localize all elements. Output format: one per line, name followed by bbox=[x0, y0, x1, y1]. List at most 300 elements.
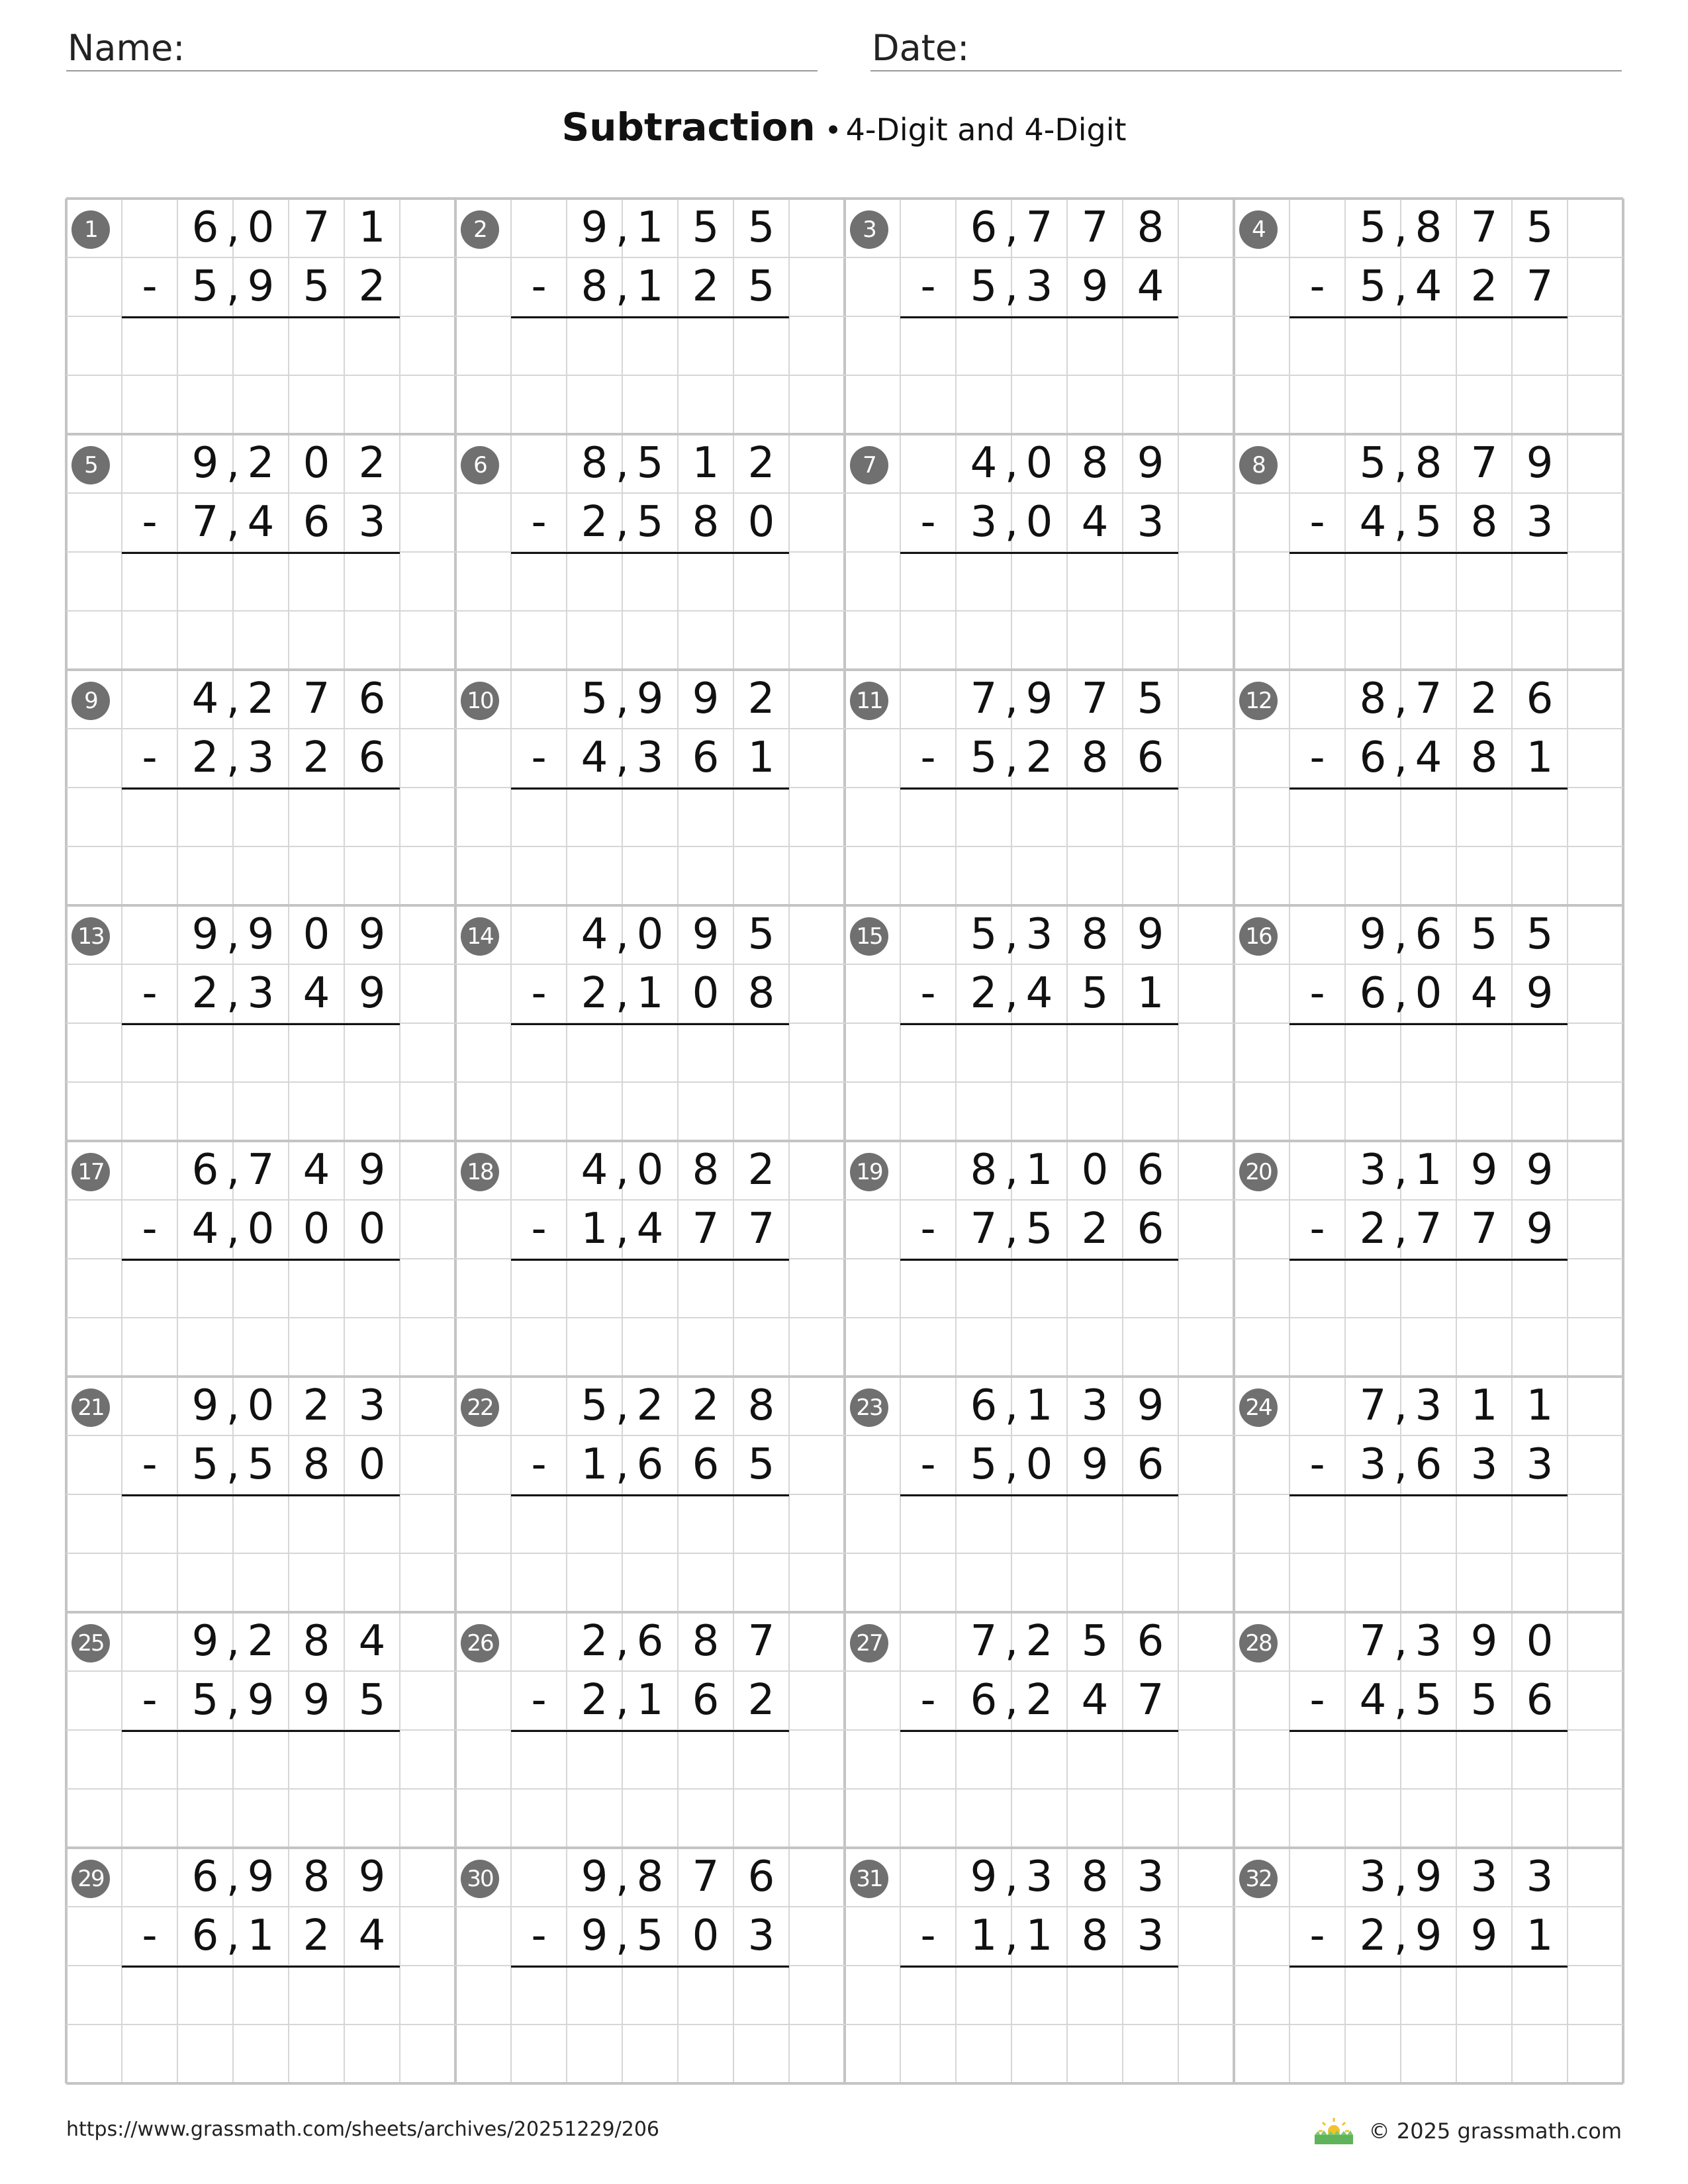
subtrahend-digit: 0 bbox=[358, 1440, 386, 1489]
problem-11 bbox=[845, 670, 1234, 905]
subtrahend-digit: 0 bbox=[1415, 969, 1442, 1018]
minuend-digit: 8 bbox=[1081, 439, 1109, 488]
subtrahend-digit: 0 bbox=[303, 1205, 330, 1253]
minuend-digit: 9 bbox=[1359, 910, 1387, 959]
subtrahend-digit: 0 bbox=[358, 1205, 386, 1253]
subtrahend-digit: 3 bbox=[1526, 1440, 1554, 1489]
subtrahend-comma: , bbox=[1004, 262, 1019, 311]
minuend-digit: 1 bbox=[1526, 1381, 1554, 1430]
minus-sign: - bbox=[1309, 969, 1325, 1018]
answer-line bbox=[1289, 1494, 1568, 1496]
subtrahend-digit: 4 bbox=[1415, 733, 1442, 782]
minuend-digit: 8 bbox=[581, 439, 608, 488]
subtrahend-digit: 8 bbox=[581, 262, 608, 311]
subtrahend-comma: , bbox=[226, 1440, 240, 1489]
problem-number-badge: 5 bbox=[71, 446, 110, 484]
minuend-digit: 1 bbox=[1470, 1381, 1498, 1430]
minuend-digit: 5 bbox=[1526, 910, 1554, 959]
minuend-digit: 2 bbox=[247, 1617, 275, 1666]
minuend-digit: 0 bbox=[1526, 1617, 1554, 1666]
answer-line bbox=[511, 1730, 789, 1732]
problem-number-badge: 13 bbox=[71, 917, 110, 956]
subtrahend-comma: , bbox=[1004, 733, 1019, 782]
minuend-digit: 6 bbox=[747, 1852, 775, 1901]
subtrahend-digit: 4 bbox=[303, 969, 330, 1018]
minuend-comma: , bbox=[226, 1381, 240, 1430]
answer-line bbox=[511, 1023, 789, 1025]
minus-sign: - bbox=[531, 262, 547, 311]
minuend-comma: , bbox=[1004, 439, 1019, 488]
problem-number-badge: 7 bbox=[850, 446, 888, 484]
subtrahend-digit: 0 bbox=[1025, 498, 1053, 547]
answer-line bbox=[511, 1494, 789, 1496]
subtrahend-digit: 6 bbox=[1415, 1440, 1442, 1489]
minus-sign: - bbox=[1309, 1676, 1325, 1725]
subtrahend-digit: 2 bbox=[747, 1676, 775, 1725]
subtrahend-digit: 6 bbox=[1137, 733, 1164, 782]
problem-9 bbox=[66, 670, 455, 905]
subtrahend-comma: , bbox=[615, 1911, 630, 1960]
problem-number-badge: 21 bbox=[71, 1388, 110, 1427]
subtrahend-digit: 8 bbox=[747, 969, 775, 1018]
problem-number-badge: 16 bbox=[1239, 917, 1278, 956]
subtrahend-digit: 0 bbox=[1025, 1440, 1053, 1489]
minuend-digit: 4 bbox=[581, 1146, 608, 1195]
minus-sign: - bbox=[142, 1205, 158, 1253]
minus-sign: - bbox=[531, 733, 547, 782]
minuend-digit: 6 bbox=[1526, 674, 1554, 723]
minuend-digit: 9 bbox=[1137, 439, 1164, 488]
answer-line bbox=[900, 316, 1178, 318]
subtrahend-digit: 5 bbox=[1081, 969, 1109, 1018]
subtrahend-digit: 2 bbox=[581, 969, 608, 1018]
subtrahend-digit: 2 bbox=[191, 733, 219, 782]
answer-line bbox=[1289, 1966, 1568, 1968]
subtrahend-digit: 3 bbox=[636, 733, 664, 782]
subtrahend-comma: , bbox=[226, 733, 240, 782]
minuend-comma: , bbox=[615, 1617, 630, 1666]
subtrahend-digit: 9 bbox=[1081, 1440, 1109, 1489]
problem-number-badge: 27 bbox=[850, 1624, 888, 1662]
minuend-digit: 8 bbox=[1415, 439, 1442, 488]
subtrahend-digit: 5 bbox=[636, 498, 664, 547]
minuend-digit: 9 bbox=[1526, 1146, 1554, 1195]
minus-sign: - bbox=[920, 1676, 936, 1725]
minuend-digit: 1 bbox=[358, 203, 386, 252]
minuend-digit: 8 bbox=[1081, 1852, 1109, 1901]
minus-sign: - bbox=[1309, 1911, 1325, 1960]
problem-8 bbox=[1234, 434, 1623, 670]
answer-line bbox=[511, 552, 789, 554]
minuend-digit: 2 bbox=[303, 1381, 330, 1430]
minuend-digit: 0 bbox=[636, 1146, 664, 1195]
minuend-digit: 7 bbox=[970, 674, 998, 723]
minuend-digit: 8 bbox=[692, 1617, 720, 1666]
minuend-digit: 9 bbox=[1470, 1146, 1498, 1195]
subtrahend-digit: 2 bbox=[1470, 262, 1498, 311]
subtrahend-digit: 4 bbox=[358, 1911, 386, 1960]
subtrahend-digit: 4 bbox=[1137, 262, 1164, 311]
subtrahend-digit: 2 bbox=[303, 733, 330, 782]
title-main: Subtraction bbox=[561, 105, 816, 150]
minuend-digit: 9 bbox=[1025, 674, 1053, 723]
minuend-digit: 9 bbox=[1470, 1617, 1498, 1666]
problem-number-badge: 29 bbox=[71, 1860, 110, 1898]
minuend-digit: 6 bbox=[191, 203, 219, 252]
minuend-digit: 1 bbox=[1025, 1381, 1053, 1430]
minuend-comma: , bbox=[226, 1146, 240, 1195]
minus-sign: - bbox=[142, 498, 158, 547]
minuend-digit: 5 bbox=[636, 439, 664, 488]
minuend-digit: 8 bbox=[303, 1852, 330, 1901]
minuend-digit: 9 bbox=[191, 439, 219, 488]
subtrahend-digit: 3 bbox=[247, 969, 275, 1018]
minuend-digit: 4 bbox=[191, 674, 219, 723]
subtrahend-comma: , bbox=[1004, 1676, 1019, 1725]
minuend-digit: 9 bbox=[358, 1852, 386, 1901]
title-separator: • bbox=[824, 114, 842, 148]
answer-line bbox=[900, 1494, 1178, 1496]
minuend-digit: 8 bbox=[1137, 203, 1164, 252]
minuend-comma: , bbox=[1004, 203, 1019, 252]
subtrahend-comma: , bbox=[615, 969, 630, 1018]
problem-22 bbox=[455, 1377, 845, 1612]
subtrahend-digit: 3 bbox=[1470, 1440, 1498, 1489]
subtrahend-digit: 2 bbox=[1359, 1911, 1387, 1960]
minuend-digit: 9 bbox=[692, 910, 720, 959]
minuend-comma: , bbox=[1004, 674, 1019, 723]
minuend-digit: 8 bbox=[747, 1381, 775, 1430]
subtrahend-digit: 5 bbox=[191, 1440, 219, 1489]
subtrahend-digit: 5 bbox=[970, 1440, 998, 1489]
subtrahend-digit: 0 bbox=[692, 1911, 720, 1960]
minuend-comma: , bbox=[1393, 203, 1408, 252]
minuend-digit: 0 bbox=[303, 439, 330, 488]
minuend-comma: , bbox=[1393, 439, 1408, 488]
minuend-digit: 9 bbox=[1526, 439, 1554, 488]
subtrahend-digit: 7 bbox=[692, 1205, 720, 1253]
minuend-comma: , bbox=[226, 910, 240, 959]
minuend-digit: 3 bbox=[1137, 1852, 1164, 1901]
minuend-digit: 9 bbox=[1415, 1852, 1442, 1901]
subtrahend-digit: 3 bbox=[1526, 498, 1554, 547]
subtrahend-digit: 6 bbox=[303, 498, 330, 547]
subtrahend-digit: 1 bbox=[247, 1911, 275, 1960]
minus-sign: - bbox=[1309, 733, 1325, 782]
problem-number-badge: 12 bbox=[1239, 682, 1278, 720]
subtrahend-comma: , bbox=[226, 1911, 240, 1960]
subtrahend-comma: , bbox=[1393, 1676, 1408, 1725]
minuend-comma: , bbox=[1393, 910, 1408, 959]
problem-number-badge: 15 bbox=[850, 917, 888, 956]
minuend-digit: 7 bbox=[303, 203, 330, 252]
answer-line bbox=[122, 1494, 400, 1496]
minuend-digit: 7 bbox=[1470, 439, 1498, 488]
subtrahend-digit: 6 bbox=[1137, 1440, 1164, 1489]
subtrahend-comma: , bbox=[1393, 1205, 1408, 1253]
minuend-digit: 8 bbox=[303, 1617, 330, 1666]
minuend-digit: 4 bbox=[970, 439, 998, 488]
problem-number-badge: 31 bbox=[850, 1860, 888, 1898]
subtrahend-comma: , bbox=[1393, 262, 1408, 311]
subtrahend-digit: 6 bbox=[692, 733, 720, 782]
problem-number-badge: 25 bbox=[71, 1624, 110, 1662]
answer-line bbox=[122, 788, 400, 790]
subtrahend-digit: 2 bbox=[970, 969, 998, 1018]
subtrahend-comma: , bbox=[226, 1205, 240, 1253]
minuend-digit: 6 bbox=[191, 1146, 219, 1195]
subtrahend-digit: 7 bbox=[970, 1205, 998, 1253]
subtrahend-digit: 5 bbox=[970, 733, 998, 782]
problem-26 bbox=[455, 1612, 845, 1848]
minuend-digit: 3 bbox=[1359, 1852, 1387, 1901]
subtrahend-digit: 8 bbox=[303, 1440, 330, 1489]
minuend-digit: 3 bbox=[1470, 1852, 1498, 1901]
subtrahend-digit: 2 bbox=[358, 262, 386, 311]
subtrahend-digit: 2 bbox=[191, 969, 219, 1018]
minuend-comma: , bbox=[226, 1852, 240, 1901]
minuend-digit: 2 bbox=[747, 1146, 775, 1195]
subtrahend-digit: 4 bbox=[1025, 969, 1053, 1018]
subtrahend-comma: , bbox=[226, 1676, 240, 1725]
problem-13 bbox=[66, 905, 455, 1141]
subtrahend-digit: 4 bbox=[191, 1205, 219, 1253]
minus-sign: - bbox=[531, 1676, 547, 1725]
answer-line bbox=[511, 1966, 789, 1968]
problem-number-badge: 24 bbox=[1239, 1388, 1278, 1427]
subtrahend-comma: , bbox=[226, 262, 240, 311]
minuend-digit: 2 bbox=[247, 674, 275, 723]
minuend-digit: 3 bbox=[1359, 1146, 1387, 1195]
problem-number-badge: 26 bbox=[461, 1624, 499, 1662]
subtrahend-digit: 0 bbox=[692, 969, 720, 1018]
footer-url: https://www.grassmath.com/sheets/archives/20251229/206 bbox=[66, 2118, 660, 2141]
subtrahend-digit: 5 bbox=[358, 1676, 386, 1725]
problem-number-badge: 14 bbox=[461, 917, 499, 956]
subtrahend-comma: , bbox=[1393, 1440, 1408, 1489]
minuend-digit: 2 bbox=[1025, 1617, 1053, 1666]
name-label: Name: bbox=[68, 27, 185, 69]
subtrahend-digit: 4 bbox=[581, 733, 608, 782]
minuend-digit: 7 bbox=[1025, 203, 1053, 252]
minus-sign: - bbox=[920, 1440, 936, 1489]
minuend-comma: , bbox=[226, 1617, 240, 1666]
problem-20 bbox=[1234, 1141, 1623, 1377]
answer-line bbox=[122, 1023, 400, 1025]
subtrahend-digit: 3 bbox=[247, 733, 275, 782]
minuend-digit: 1 bbox=[636, 203, 664, 252]
minuend-digit: 9 bbox=[358, 910, 386, 959]
minuend-comma: , bbox=[1004, 910, 1019, 959]
subtrahend-digit: 7 bbox=[1415, 1205, 1442, 1253]
minus-sign: - bbox=[142, 969, 158, 1018]
subtrahend-comma: , bbox=[1004, 969, 1019, 1018]
minuend-digit: 7 bbox=[747, 1617, 775, 1666]
minuend-comma: , bbox=[226, 439, 240, 488]
minuend-digit: 5 bbox=[581, 1381, 608, 1430]
answer-line bbox=[122, 1966, 400, 1968]
problem-19 bbox=[845, 1141, 1234, 1377]
minuend-digit: 6 bbox=[1137, 1146, 1164, 1195]
subtrahend-digit: 2 bbox=[581, 1676, 608, 1725]
problem-31 bbox=[845, 1848, 1234, 2083]
subtrahend-digit: 7 bbox=[1137, 1676, 1164, 1725]
minuend-digit: 1 bbox=[1415, 1146, 1442, 1195]
subtrahend-digit: 7 bbox=[1526, 262, 1554, 311]
minuend-digit: 0 bbox=[636, 910, 664, 959]
title-subtitle: 4-Digit and 4-Digit bbox=[845, 112, 1127, 148]
minus-sign: - bbox=[531, 1440, 547, 1489]
subtrahend-comma: , bbox=[1004, 1440, 1019, 1489]
subtrahend-digit: 7 bbox=[747, 1205, 775, 1253]
problem-7 bbox=[845, 434, 1234, 670]
subtrahend-digit: 4 bbox=[1359, 1676, 1387, 1725]
subtrahend-comma: , bbox=[615, 733, 630, 782]
subtrahend-digit: 4 bbox=[636, 1205, 664, 1253]
subtrahend-digit: 5 bbox=[970, 262, 998, 311]
problem-number-badge: 3 bbox=[850, 210, 888, 249]
problem-25 bbox=[66, 1612, 455, 1848]
minuend-digit: 1 bbox=[1025, 1146, 1053, 1195]
minuend-digit: 1 bbox=[692, 439, 720, 488]
answer-line bbox=[122, 1259, 400, 1261]
answer-line bbox=[900, 552, 1178, 554]
minuend-comma: , bbox=[1393, 1617, 1408, 1666]
minuend-digit: 6 bbox=[970, 203, 998, 252]
minuend-digit: 9 bbox=[636, 674, 664, 723]
subtrahend-digit: 1 bbox=[1137, 969, 1164, 1018]
minuend-digit: 2 bbox=[247, 439, 275, 488]
subtrahend-digit: 2 bbox=[303, 1911, 330, 1960]
answer-line bbox=[1289, 1730, 1568, 1732]
subtrahend-digit: 8 bbox=[1081, 733, 1109, 782]
problem-29 bbox=[66, 1848, 455, 2083]
minuend-digit: 2 bbox=[581, 1617, 608, 1666]
subtrahend-comma: , bbox=[615, 498, 630, 547]
subtrahend-digit: 9 bbox=[358, 969, 386, 1018]
minuend-digit: 9 bbox=[191, 1617, 219, 1666]
subtrahend-digit: 9 bbox=[1470, 1911, 1498, 1960]
subtrahend-comma: , bbox=[1393, 733, 1408, 782]
minuend-digit: 9 bbox=[581, 203, 608, 252]
subtrahend-digit: 5 bbox=[303, 262, 330, 311]
minus-sign: - bbox=[920, 262, 936, 311]
minuend-digit: 6 bbox=[191, 1852, 219, 1901]
subtrahend-digit: 8 bbox=[1470, 733, 1498, 782]
subtrahend-digit: 9 bbox=[1415, 1911, 1442, 1960]
subtrahend-digit: 3 bbox=[1359, 1440, 1387, 1489]
minuend-digit: 5 bbox=[1359, 439, 1387, 488]
answer-line bbox=[900, 1966, 1178, 1968]
subtrahend-digit: 3 bbox=[1137, 1911, 1164, 1960]
problem-number-badge: 30 bbox=[461, 1860, 499, 1898]
subtrahend-digit: 1 bbox=[636, 1676, 664, 1725]
subtrahend-digit: 2 bbox=[1025, 1676, 1053, 1725]
minuend-comma: , bbox=[1004, 1852, 1019, 1901]
minuend-digit: 7 bbox=[1470, 203, 1498, 252]
subtrahend-digit: 9 bbox=[581, 1911, 608, 1960]
problem-32 bbox=[1234, 1848, 1623, 2083]
subtrahend-comma: , bbox=[615, 262, 630, 311]
minus-sign: - bbox=[531, 1911, 547, 1960]
answer-line bbox=[900, 1023, 1178, 1025]
minuend-digit: 3 bbox=[1081, 1381, 1109, 1430]
minuend-digit: 9 bbox=[970, 1852, 998, 1901]
minus-sign: - bbox=[531, 1205, 547, 1253]
subtrahend-digit: 2 bbox=[581, 498, 608, 547]
subtrahend-digit: 6 bbox=[1526, 1676, 1554, 1725]
grass-sun-icon bbox=[1312, 2116, 1356, 2146]
problem-number-badge: 19 bbox=[850, 1153, 888, 1191]
minuend-digit: 7 bbox=[1415, 674, 1442, 723]
subtrahend-digit: 5 bbox=[1359, 262, 1387, 311]
minuend-digit: 9 bbox=[581, 1852, 608, 1901]
subtrahend-comma: , bbox=[615, 1205, 630, 1253]
problem-3 bbox=[845, 199, 1234, 434]
subtrahend-digit: 4 bbox=[1359, 498, 1387, 547]
minuend-comma: , bbox=[615, 910, 630, 959]
problem-14 bbox=[455, 905, 845, 1141]
minus-sign: - bbox=[920, 498, 936, 547]
minuend-digit: 5 bbox=[1137, 674, 1164, 723]
minus-sign: - bbox=[920, 1911, 936, 1960]
minuend-digit: 3 bbox=[1415, 1617, 1442, 1666]
minuend-digit: 2 bbox=[747, 439, 775, 488]
subtrahend-digit: 5 bbox=[1415, 1676, 1442, 1725]
subtrahend-digit: 2 bbox=[692, 262, 720, 311]
answer-line bbox=[511, 316, 789, 318]
minuend-digit: 2 bbox=[636, 1381, 664, 1430]
problem-number-badge: 8 bbox=[1239, 446, 1278, 484]
problem-number-badge: 9 bbox=[71, 682, 110, 720]
minuend-digit: 6 bbox=[970, 1381, 998, 1430]
problem-1 bbox=[66, 199, 455, 434]
problem-number-badge: 10 bbox=[461, 682, 499, 720]
minuend-digit: 9 bbox=[358, 1146, 386, 1195]
minuend-digit: 3 bbox=[1025, 910, 1053, 959]
subtrahend-digit: 4 bbox=[1081, 498, 1109, 547]
minuend-comma: , bbox=[615, 203, 630, 252]
minuend-digit: 5 bbox=[1470, 910, 1498, 959]
minus-sign: - bbox=[142, 1911, 158, 1960]
answer-line bbox=[511, 1259, 789, 1261]
minuend-digit: 8 bbox=[1359, 674, 1387, 723]
minuend-digit: 6 bbox=[636, 1617, 664, 1666]
subtrahend-digit: 5 bbox=[191, 262, 219, 311]
subtrahend-digit: 0 bbox=[247, 1205, 275, 1253]
minuend-comma: , bbox=[226, 203, 240, 252]
problem-number-badge: 28 bbox=[1239, 1624, 1278, 1662]
subtrahend-digit: 4 bbox=[1415, 262, 1442, 311]
minus-sign: - bbox=[142, 262, 158, 311]
subtrahend-digit: 2 bbox=[1359, 1205, 1387, 1253]
minuend-digit: 9 bbox=[1137, 1381, 1164, 1430]
minuend-digit: 0 bbox=[1025, 439, 1053, 488]
minuend-digit: 8 bbox=[692, 1146, 720, 1195]
minuend-digit: 7 bbox=[1359, 1617, 1387, 1666]
subtrahend-digit: 8 bbox=[1470, 498, 1498, 547]
subtrahend-comma: , bbox=[1004, 498, 1019, 547]
problem-number-badge: 23 bbox=[850, 1388, 888, 1427]
minuend-digit: 0 bbox=[303, 910, 330, 959]
subtrahend-comma: , bbox=[226, 969, 240, 1018]
problem-24 bbox=[1234, 1377, 1623, 1612]
problem-number-badge: 11 bbox=[850, 682, 888, 720]
answer-line bbox=[122, 1730, 400, 1732]
minuend-digit: 8 bbox=[1081, 910, 1109, 959]
minuend-digit: 8 bbox=[970, 1146, 998, 1195]
subtrahend-comma: , bbox=[615, 1676, 630, 1725]
